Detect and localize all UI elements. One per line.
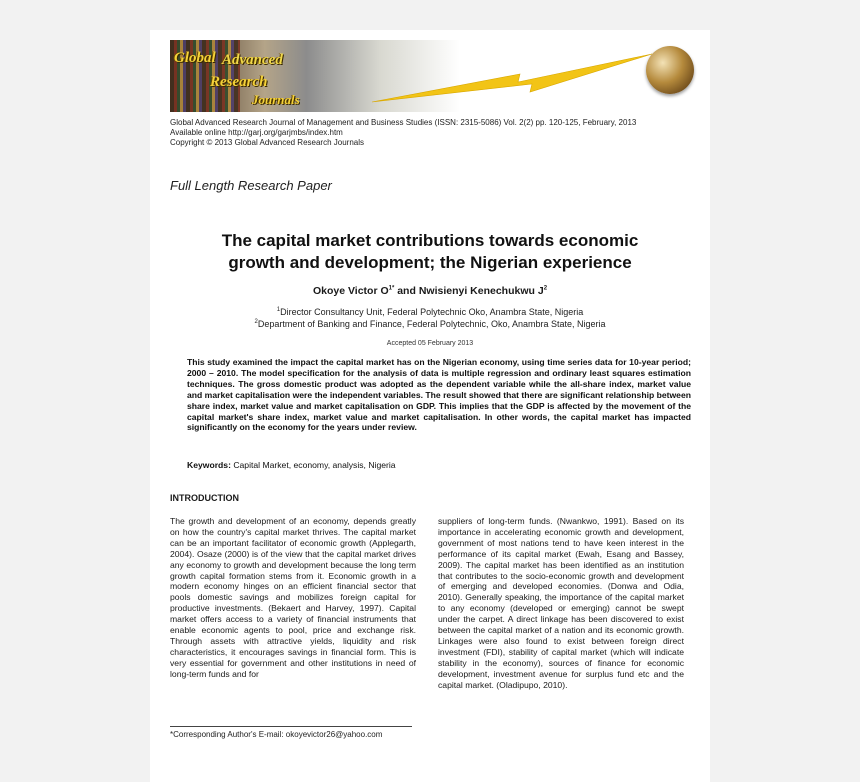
paper-type: Full Length Research Paper	[170, 178, 332, 193]
affiliation-1-marker: 1	[276, 307, 281, 313]
journal-citation: Global Advanced Research Journal of Management and Business Studies (ISSN: 2315-5086) Vol. 2(2) pp. 120-125, February, 2013	[170, 118, 637, 127]
keywords	[187, 460, 396, 470]
keywords-label: Keywords:	[187, 460, 231, 470]
affiliation-2-text: Department of Banking and Finance, Federal Polytechnic, Oko, Anambra State, Nigeria	[257, 319, 606, 329]
journal-url: Available online http://garj.org/garjmbs/index.htm	[170, 128, 343, 137]
paper-title-line-1: The capital market contributions towards economic	[221, 231, 639, 250]
paper-title-line-2: growth and development; the Nigerian experience	[228, 253, 632, 272]
keywords-text: Capital Market, economy, analysis, Nigeria	[230, 460, 396, 470]
author-2: Nwisienyi Kenechukwu J	[418, 285, 544, 297]
lightning-bolt-icon	[370, 40, 660, 112]
footnote-divider	[170, 726, 412, 727]
logo-word-advanced: Advanced	[222, 52, 283, 68]
author-list	[160, 285, 700, 297]
accepted-date: Accepted 05 February 2013	[386, 340, 474, 347]
affiliation-1	[160, 307, 700, 317]
corresponding-author-footnote: *Corresponding Author's E-mail: okoyevictor26@yahoo.com	[170, 730, 383, 739]
affiliation-2	[160, 319, 700, 329]
affiliation-1-text: Director Consultancy Unit, Federal Polytechnic Oko, Anambra State, Nigeria	[280, 307, 584, 317]
globe-icon	[646, 46, 694, 94]
paper-title	[160, 230, 700, 274]
author-conjunction: and	[397, 285, 416, 297]
body-column-left: The growth and development of an economy, depends greatly on how the country's capital market thrives. The capital market can be an important facilitator of economic growth (Applegarth, 2004). Osaze (2000) is of the view that the capital market drives any economy to growth and development because the long term growth capital formation stems from it. Economic growth in a modern economy hinges on an efficient financial sector that pools domestic savings and mobilizes foreign capital for productive investments. (Bekaert and Harvey, 1997). Capital market offers access to a variety of financial instruments that enable economic agents to pool, price and exchange risk. Through assets with attractive yields, liquidity and risk characteristics, it encourages savings in financial form. This is very essential for government and other institutions in need of long-term funds and for	[170, 516, 416, 679]
section-heading-introduction: INTRODUCTION	[170, 493, 239, 503]
affiliation-2-marker: 2	[254, 319, 258, 325]
journal-copyright: Copyright © 2013 Global Advanced Research Journals	[170, 138, 365, 147]
abstract: This study examined the impact the capital market has on the Nigerian economy, using time series data for 10-year period; 2000 – 2010. The model specification for the analysis of data is multiple regression and ordinary least squares estimation techniques. The gross domestic product was adopted as the dependent variable while the all-share index, market value and market capitalisation were the independent variables. The result showed that there are significant relationship between share index, market value and market capitalisation on GDP. This implies that the GDP is affected by the movement of the capital market's share index, market value and market capitalisation. In other words, the capital market has impacted significantly on the economy for the years under review.	[187, 357, 691, 433]
body-column-right: suppliers of long-term funds. (Nwankwo, 1991). Based on its importance in accelerating economic growth and development, government of most nations tend to have keen interest in the performance of its capital market (Ewah, Esang and Bassey, 2009). The capital market has been identified as an institution that contributes to the socio-economic growth and development of emerging and developed economies. (Donwa and Odia, 2010). Generally speaking, the importance of the capital market to any economy (developed or emerging) cannot be swept under the carpet. A direct linkage has been discovered to exist between the capital market of a nation and its economic growth. Linkages were also found to exist between foreign direct investment (FDI), stability of capital market (which will indicate stability in the economy), sources of finance for economic development, investment avenue for surplus fund etc and the capital market. (Oladipupo, 2010).	[438, 516, 684, 690]
banner-collage-image	[170, 40, 380, 112]
logo-word-global: Global	[174, 50, 216, 66]
author-1: Okoye Victor O	[312, 285, 389, 297]
logo-word-journals: Journals	[252, 92, 300, 107]
logo-word-research: Research	[210, 74, 268, 90]
author-1-marker: 1*	[388, 285, 395, 292]
journal-banner	[170, 40, 694, 112]
author-2-marker: 2	[543, 285, 548, 292]
journal-info	[170, 118, 636, 148]
